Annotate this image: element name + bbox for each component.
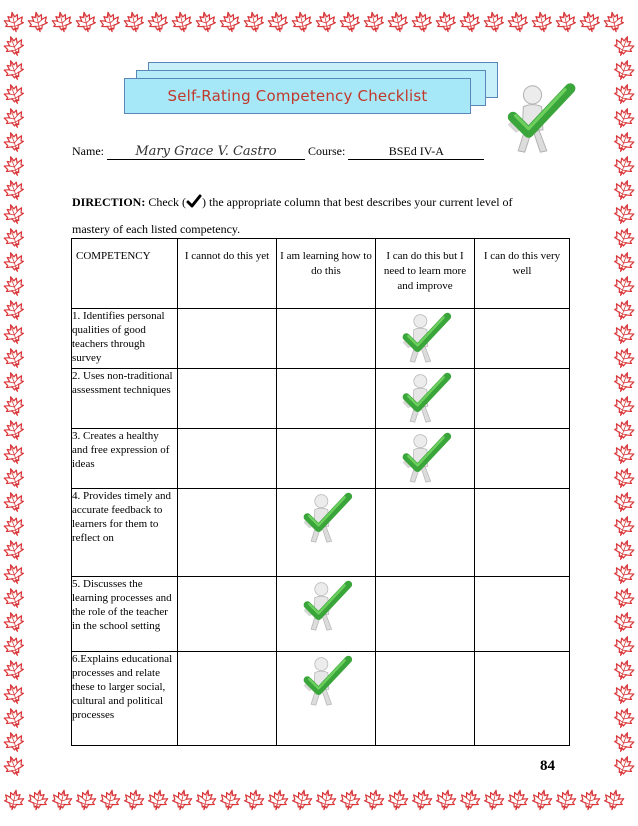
maple-leaf-icon: [2, 226, 26, 251]
person-with-check-icon: [298, 652, 354, 708]
maple-leaf-icon: [2, 682, 26, 707]
table-row: [72, 429, 570, 489]
direction-label: DIRECTION:: [72, 195, 146, 209]
maple-leaf-icon: [483, 10, 505, 33]
maple-leaf-icon: [612, 730, 636, 755]
rating-cell: [178, 309, 277, 369]
maple-leaf-icon: [612, 634, 636, 659]
maple-leaf-icon: [2, 178, 26, 203]
rating-cell: [178, 429, 277, 489]
maple-leaf-icon: [579, 788, 601, 811]
rating-cell: [178, 652, 277, 746]
competency-cell: 3. Creates a healthy and free expression of ideas: [72, 429, 178, 489]
maple-leaf-icon: [2, 586, 26, 611]
rating-cell: [376, 577, 475, 652]
maple-leaf-icon: [339, 10, 361, 33]
maple-leaf-icon: [219, 10, 241, 33]
person-with-check-icon: [397, 429, 453, 485]
maple-leaf-icon: [2, 394, 26, 419]
maple-leaf-icon: [612, 250, 636, 275]
maple-leaf-icon: [612, 490, 636, 515]
maple-leaf-icon: [147, 788, 169, 811]
rating-cell: [277, 369, 376, 429]
maple-leaf-icon: [243, 10, 265, 33]
maple-leaf-icon: [435, 788, 457, 811]
maple-leaf-icon: [411, 788, 433, 811]
maple-leaf-icon: [2, 130, 26, 155]
maple-leaf-icon: [483, 788, 505, 811]
maple-leaf-icon: [363, 788, 385, 811]
header-learning: I am learning how to do this: [277, 239, 376, 309]
maple-leaf-icon: [612, 418, 636, 443]
table-row: [72, 652, 570, 746]
maple-leaf-icon: [387, 10, 409, 33]
competency-cell: 2. Uses non-traditional assessment techniques: [72, 369, 178, 429]
maple-leaf-icon: [2, 514, 26, 539]
maple-leaf-icon: [27, 10, 49, 33]
maple-leaf-icon: [27, 788, 49, 811]
rating-cell: [277, 309, 376, 369]
maple-leaf-icon: [147, 10, 169, 33]
maple-leaf-icon: [3, 788, 25, 811]
maple-leaf-icon: [612, 58, 636, 83]
course-value: BSEd IV-A: [348, 144, 484, 160]
maple-leaf-icon: [555, 788, 577, 811]
maple-leaf-icon: [612, 754, 636, 779]
person-with-check-icon: [397, 369, 453, 425]
person-with-check-icon: [500, 72, 578, 162]
rating-cell: [376, 429, 475, 489]
rating-cell: [376, 309, 475, 369]
maple-leaf-icon: [612, 298, 636, 323]
header-competency: COMPETENCY: [72, 239, 178, 309]
maple-leaf-icon: [99, 788, 121, 811]
competency-cell: 1. Identifies personal qualities of good teachers through survey: [72, 309, 178, 369]
title-banner: [124, 60, 504, 120]
competency-cell: 4. Provides timely and accurate feedback to learners for them to reflect on: [72, 489, 178, 577]
rating-cell: [277, 577, 376, 652]
maple-leaf-icon: [2, 370, 26, 395]
maple-leaf-icon: [2, 442, 26, 467]
maple-leaf-icon: [612, 178, 636, 203]
maple-leaf-icon: [2, 250, 26, 275]
direction-before: Check (: [148, 195, 186, 209]
maple-leaf-icon: [267, 10, 289, 33]
maple-leaf-icon: [555, 10, 577, 33]
maple-leaf-icon: [612, 106, 636, 131]
maple-leaf-icon: [2, 490, 26, 515]
maple-leaf-icon: [612, 706, 636, 731]
maple-leaf-icon: [612, 466, 636, 491]
maple-leaf-icon: [579, 10, 601, 33]
rating-cell: [178, 577, 277, 652]
maple-leaf-icon: [2, 730, 26, 755]
maple-leaf-icon: [603, 788, 625, 811]
maple-leaf-icon: [612, 274, 636, 299]
maple-leaf-icon: [411, 10, 433, 33]
rating-cell: [178, 369, 277, 429]
maple-leaf-icon: [75, 788, 97, 811]
maple-leaf-icon: [51, 10, 73, 33]
maple-leaf-icon: [315, 10, 337, 33]
maple-leaf-icon: [2, 82, 26, 107]
person-with-check-icon: [298, 577, 354, 633]
maple-leaf-icon: [612, 154, 636, 179]
maple-leaf-icon: [267, 788, 289, 811]
rating-cell: [475, 652, 570, 746]
maple-leaf-icon: [171, 788, 193, 811]
maple-leaf-icon: [612, 346, 636, 371]
rating-cell: [475, 489, 570, 577]
maple-leaf-icon: [507, 10, 529, 33]
maple-leaf-icon: [2, 706, 26, 731]
competency-cell: 6.Explains educational processes and relate these to larger social, cultural and political processes: [72, 652, 178, 746]
maple-leaf-icon: [612, 682, 636, 707]
maple-leaf-icon: [612, 370, 636, 395]
rating-cell: [475, 429, 570, 489]
table-row: [72, 369, 570, 429]
rating-cell: [277, 652, 376, 746]
maple-leaf-icon: [123, 788, 145, 811]
rating-cell: [376, 652, 475, 746]
maple-leaf-icon: [459, 10, 481, 33]
name-label: Name:: [72, 144, 104, 158]
maple-leaf-icon: [612, 586, 636, 611]
maple-leaf-icon: [2, 466, 26, 491]
maple-leaf-icon: [3, 10, 25, 33]
rating-cell: [475, 369, 570, 429]
maple-leaf-icon: [459, 788, 481, 811]
maple-leaf-icon: [2, 34, 26, 59]
maple-leaf-icon: [435, 10, 457, 33]
table-header-row: [72, 239, 570, 309]
maple-leaf-icon: [531, 10, 553, 33]
person-with-check-icon: [298, 489, 354, 545]
table-row: [72, 577, 570, 652]
maple-leaf-icon: [2, 634, 26, 659]
table-row: [72, 489, 570, 577]
maple-leaf-icon: [612, 34, 636, 59]
maple-leaf-icon: [612, 658, 636, 683]
competency-table: [71, 238, 570, 746]
maple-leaf-icon: [2, 754, 26, 779]
rating-cell: [178, 489, 277, 577]
maple-leaf-icon: [612, 610, 636, 635]
checkmark-icon: [186, 194, 202, 208]
maple-leaf-icon: [2, 418, 26, 443]
maple-leaf-icon: [2, 610, 26, 635]
maple-leaf-icon: [195, 788, 217, 811]
maple-leaf-icon: [2, 202, 26, 227]
maple-leaf-icon: [2, 346, 26, 371]
maple-leaf-icon: [363, 10, 385, 33]
maple-leaf-icon: [531, 788, 553, 811]
maple-leaf-icon: [291, 10, 313, 33]
maple-leaf-icon: [603, 10, 625, 33]
header-need-improve: I can do this but I need to learn more and improve: [376, 239, 475, 309]
maple-leaf-icon: [612, 442, 636, 467]
maple-leaf-icon: [2, 274, 26, 299]
header-very-well: I can do this very well: [475, 239, 570, 309]
maple-leaf-icon: [219, 788, 241, 811]
maple-leaf-icon: [2, 538, 26, 563]
name-value: Mary Grace V. Castro: [107, 144, 305, 160]
maple-leaf-icon: [612, 82, 636, 107]
header-cannot-do: I cannot do this yet: [178, 239, 277, 309]
maple-leaf-icon: [612, 514, 636, 539]
page-title: Self-Rating Competency Checklist: [167, 87, 428, 105]
maple-leaf-icon: [612, 226, 636, 251]
maple-leaf-icon: [612, 562, 636, 587]
rating-cell: [376, 489, 475, 577]
maple-leaf-icon: [2, 298, 26, 323]
maple-leaf-icon: [339, 788, 361, 811]
maple-leaf-icon: [75, 10, 97, 33]
page-number: 84: [540, 758, 555, 774]
maple-leaf-icon: [387, 788, 409, 811]
maple-leaf-icon: [2, 106, 26, 131]
maple-leaf-icon: [243, 788, 265, 811]
table-row: [72, 309, 570, 369]
competency-cell: 5. Discusses the learning processes and the role of the teacher in the school setting: [72, 577, 178, 652]
maple-leaf-icon: [291, 788, 313, 811]
maple-leaf-icon: [612, 322, 636, 347]
rating-cell: [277, 489, 376, 577]
maple-leaf-icon: [195, 10, 217, 33]
maple-leaf-icon: [2, 322, 26, 347]
maple-leaf-icon: [51, 788, 73, 811]
maple-leaf-icon: [612, 394, 636, 419]
course-label: Course:: [308, 144, 346, 158]
maple-leaf-icon: [2, 562, 26, 587]
maple-leaf-icon: [2, 154, 26, 179]
maple-leaf-icon: [2, 658, 26, 683]
maple-leaf-icon: [612, 130, 636, 155]
title-banner-front: [124, 78, 471, 114]
maple-leaf-icon: [612, 202, 636, 227]
rating-cell: [475, 577, 570, 652]
maple-leaf-icon: [99, 10, 121, 33]
person-with-check-icon: [397, 309, 453, 365]
maple-leaf-icon: [171, 10, 193, 33]
direction-after: ) the appropriate column that best describes your current level of mastery of each listed competency.: [72, 195, 513, 236]
rating-cell: [376, 369, 475, 429]
maple-leaf-icon: [2, 58, 26, 83]
name-course-line: [72, 144, 484, 160]
direction-text: [72, 189, 552, 243]
maple-leaf-icon: [315, 788, 337, 811]
maple-leaf-icon: [612, 538, 636, 563]
maple-leaf-icon: [507, 788, 529, 811]
rating-cell: [277, 429, 376, 489]
maple-leaf-icon: [123, 10, 145, 33]
rating-cell: [475, 309, 570, 369]
